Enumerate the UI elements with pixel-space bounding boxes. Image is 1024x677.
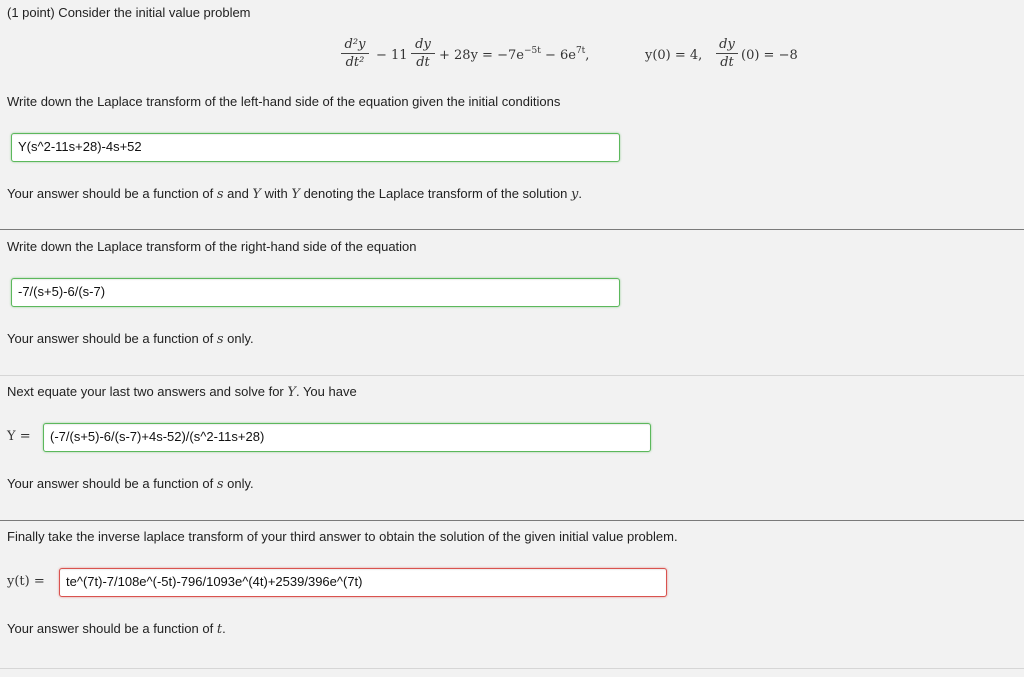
- Y-solution-input[interactable]: (-7/(s+5)-6/(s-7)+4s-52)/(s^2-11s+28): [43, 423, 651, 452]
- note-text: Your answer should be a function of: [7, 331, 217, 346]
- ic-dt-denominator: dt: [720, 55, 734, 70]
- ic-dy-numerator: dy: [719, 37, 735, 52]
- math-Y: Y: [287, 385, 296, 400]
- note-text: denoting the Laplace transform of the solution: [299, 186, 571, 201]
- step3-note: [7, 476, 254, 493]
- math-Y: Y: [291, 187, 300, 202]
- note-text: with: [261, 186, 292, 201]
- section-divider: [0, 520, 1024, 521]
- lhs-laplace-input[interactable]: Y(s^2-11s+28)-4s+52: [11, 133, 620, 162]
- math-s: s: [216, 187, 224, 202]
- rhs-term: + 28y = −7e: [439, 48, 524, 63]
- equation-rhs: [439, 48, 589, 64]
- comma: ,: [585, 48, 590, 63]
- step3-prompt: [7, 384, 357, 401]
- inverse-laplace-input[interactable]: te^(7t)-7/108e^(-5t)-796/1093e^(4t)+2539/396e^(7t): [59, 568, 667, 597]
- fraction-bar: [716, 53, 738, 54]
- exponent-1: −5t: [523, 46, 541, 56]
- Y-equals-label: Y =: [7, 429, 31, 444]
- dt2-denominator: dt²: [345, 55, 365, 70]
- math-t: t: [216, 622, 223, 637]
- step2-note: [7, 331, 254, 348]
- note-text: Your answer should be a function of: [7, 186, 217, 201]
- note-text: .: [222, 621, 226, 636]
- note-text: only.: [223, 331, 254, 346]
- ic-derivative-fraction: [716, 38, 738, 69]
- y-of-t-label: y(t) =: [7, 574, 45, 589]
- dt-denominator: dt: [416, 55, 430, 70]
- step1-note: [7, 186, 582, 203]
- note-text: .: [578, 186, 582, 201]
- step2-prompt: Write down the Laplace transform of the right-hand side of the equation: [7, 239, 417, 254]
- first-derivative-fraction: [411, 38, 435, 69]
- dy-numerator: dy: [415, 37, 431, 52]
- math-y: y: [570, 187, 579, 202]
- d2y-numerator: d²y: [344, 37, 366, 52]
- problem-header: (1 point) Consider the initial value problem: [7, 5, 251, 20]
- note-text: Next equate your last two answers and solve for: [7, 384, 288, 399]
- fraction-bar: [411, 53, 435, 54]
- minus-6e: − 6e: [540, 48, 576, 63]
- math-s: s: [216, 477, 224, 492]
- note-text: and: [223, 186, 253, 201]
- section-divider: [0, 375, 1024, 376]
- note-text: . You have: [295, 384, 357, 399]
- note-text: Your answer should be a function of: [7, 621, 217, 636]
- term-minus-11: − 11: [376, 48, 408, 63]
- note-text: only.: [223, 476, 254, 491]
- math-Y: Y: [252, 187, 262, 202]
- bottom-divider: [0, 668, 1024, 669]
- exponent-2: 7t: [575, 46, 586, 56]
- step4-prompt: Finally take the inverse laplace transform of your third answer to obtain the solution of the given initial value problem.: [7, 529, 678, 544]
- note-text: Your answer should be a function of: [7, 476, 217, 491]
- section-divider: [0, 229, 1024, 230]
- step4-note: [7, 621, 226, 638]
- second-derivative-fraction: [341, 38, 369, 69]
- math-s: s: [216, 332, 224, 347]
- initial-condition-1: y(0) = 4,: [645, 48, 703, 63]
- initial-condition-2: (0) = −8: [741, 48, 798, 63]
- rhs-laplace-input[interactable]: -7/(s+5)-6/(s-7): [11, 278, 620, 307]
- fraction-bar: [341, 53, 369, 54]
- step1-prompt: Write down the Laplace transform of the left-hand side of the equation given the initial conditions: [7, 94, 561, 109]
